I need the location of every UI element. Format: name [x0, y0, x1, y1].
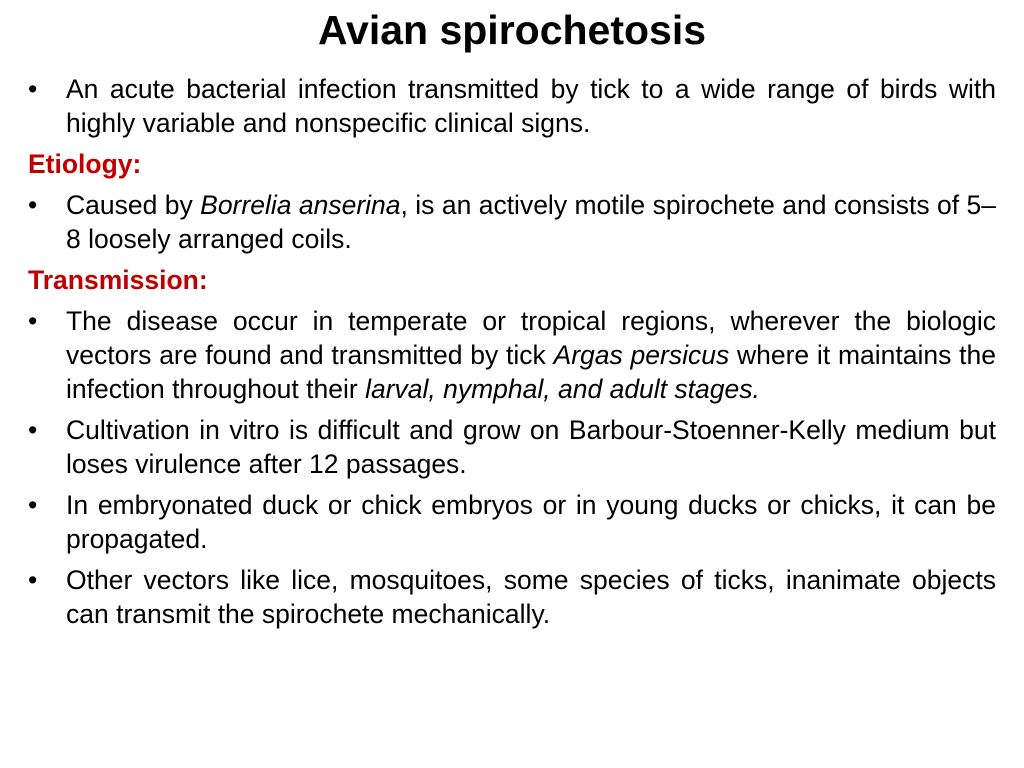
heading-transmission: Transmission:	[28, 265, 208, 295]
bullet-text: Other vectors like lice, mosquitoes, some species of ticks, inanimate objects can transmit the spirochete mechanically.	[66, 565, 996, 629]
bullet-intro	[28, 72, 996, 140]
bullet-other-vectors	[28, 563, 996, 631]
bullet-text-pre: Caused by	[66, 190, 201, 220]
bullet-dot: •	[28, 490, 38, 520]
bullet-text: In embryonated duck or chick embryos or in young ducks or chicks, it can be propagated.	[66, 490, 996, 554]
species-name: Borrelia anserina	[200, 190, 401, 220]
bullet-text-pre: The disease occur in temperate or tropical regions, wherever the biologic vectors are found and transmitted by tick	[66, 306, 996, 370]
bullet-text: An acute bacterial infection transmitted by tick to a wide range of birds with highly variable and nonspecific clinical signs.	[66, 74, 996, 138]
bullet-dot: •	[28, 190, 38, 220]
bullet-propagation	[28, 488, 996, 556]
bullet-dot: •	[28, 74, 38, 104]
slide-title: Avian spirochetosis	[317, 7, 707, 53]
life-stages: larval, nymphal, and adult stages.	[365, 374, 760, 404]
heading-etiology: Etiology:	[28, 149, 142, 179]
bullet-transmission-regions	[28, 304, 996, 406]
tick-species-name: Argas persicus	[553, 340, 730, 370]
bullet-dot: •	[28, 306, 38, 336]
slide-content	[28, 72, 996, 638]
bullet-text-post: , is an actively motile spirochete and consists of 5–8 loosely arranged coils.	[66, 190, 996, 254]
bullet-etiology	[28, 188, 996, 256]
bullet-dot: •	[28, 565, 38, 595]
bullet-text-mid: where it maintains the infection throughout their	[66, 340, 996, 404]
bullet-cultivation	[28, 413, 996, 481]
bullet-text: Cultivation in vitro is difficult and grow on Barbour-Stoenner-Kelly medium but loses virulence after 12 passages.	[66, 415, 996, 479]
bullet-dot: •	[28, 415, 38, 445]
